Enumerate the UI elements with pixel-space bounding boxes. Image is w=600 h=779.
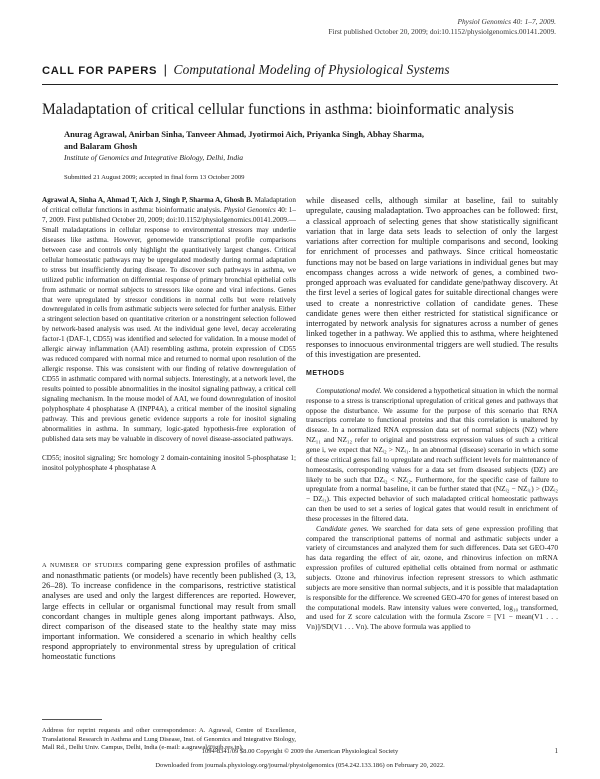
methods-computational-model [306, 386, 558, 524]
abstract-citation-title: Maladaptation of critical cellular functions in asthma: bioinformatic analysis. [42, 196, 296, 214]
correspondence-footnote: Address for reprint requests and other correspondence: A. Agrawal, Centre of Excellence, Translational Research in Asthma and Lung Disease, Inst. of Genomics and Integrative Biology, Mall Rd., Delhi Univ. Campus, Delhi, India (e-mail: a.agrawal@igib.res.in). [42, 727, 296, 752]
issn-copyright-line: 1094-8341/09 $8.00 Copyright © 2009 the American Physiological Society [201, 748, 399, 755]
section-divider [42, 84, 558, 85]
article-title: Maladaptation of critical cellular functions in asthma: bioinformatic analysis [42, 101, 514, 118]
left-column [42, 196, 296, 474]
authors-line-1: Anurag Agrawal, Anirban Sinha, Tanveer Ahmad, Jyotirmoi Aich, Priyanka Singh, Abhay Sharma, [64, 129, 424, 139]
abstract-citation-rest: 40: 1–7, 2009. First published October 20, 2009; doi:10.1152/physiolgenomics.00141.2009.— [42, 205, 296, 224]
call-for-papers-label: CALL FOR PAPERS [42, 65, 158, 77]
abstract-body: Small maladaptations in cellular response to environmental stressors may underlie diseases like asthma. However, genomewide transcriptional profile comparisons between case and controls only highlight the quantitatively largest changes. Critical cellular homeostatic pathways may be upregulated modestly during normal adaptation to stress but insufficiently during disease. To discover such pathways in asthma, we utilized public information on differential response of primary bronchial epithelial cells from asthmatic or normal subjects to stressors like ozone and viral infections. Genes that were upregulated by stressor conditions in normal cells but were relatively downregulated in cells from asthmatic subjects were selected for further analysis. Either a stringent selection based on quantitative criterion or a nonstringent selection followed by network-based analysis was used. At the individual gene level, decay accelerating factor-1 (DAF-1, CD55) was identified and selected for validation. In a mouse model of allergic airway inflammation (AAI) resembling asthma, protein expression of CD55 was reduced compared with normal mice and returned to normal upon resolution of the allergic response. This was consistent with our finding of relative downregulation of CD55 in asthmatic compared with normal subjects. Interestingly, at a network level, the results pointed to possible abnormalities in the inositol signaling pathway, a critical cell signaling mechanism. In the mouse model of AAI, we found downregulation of inositol polyphosphate 4 phosphatase A (INPP4A), a critical member of the inositol signaling pathway. This and previous genetic evidence supports a role for inositol signaling abnormalities in asthma. In summary, logic-gated hypothesis-free exploration of published data sets may be valuable in discovery of novel disease-associated pathways. [42, 225, 296, 443]
authors-line-2: and Balaram Ghosh [64, 140, 138, 151]
section-topic: Computational Modeling of Physiological Systems [173, 62, 450, 77]
candidate-genes-runin: Candidate genes. [316, 523, 369, 533]
publication-doi-line: First published October 20, 2009; doi:10.1152/physiolgenomics.00141.2009. [328, 26, 556, 36]
section-separator: | [163, 62, 168, 77]
abstract-citation-authors: Agrawal A, Sinha A, Ahmad T, Aich J, Singh P, Sharma A, Ghosh B. [42, 196, 253, 204]
footnote-divider [42, 719, 102, 720]
computational-model-runin: Computational model. [316, 385, 382, 395]
abstract [42, 196, 296, 445]
keywords: CD55; inositol signaling; Src homology 2 domain-containing inositol 5-phosphatase 1; inositol polyphosphate 4 phosphatase A [42, 453, 296, 472]
intro-lead-in: A NUMBER OF STUDIES [42, 562, 124, 569]
submission-dates: Submitted 21 August 2009; accepted in final form 13 October 2009 [64, 174, 245, 181]
candidate-genes-text: We searched for data sets of gene expression profiling that compared the transcriptional patterns of normal and asthmatic subjects under a variety of circumstances and analyzed them for such differences. Data set GEO-470 has data regarding the effect of air, ozone, and rhinovirus infection on mRNA expression profiles of cultured epithelial cells obtained from normal or asthmatic subjects. Ozone and rhinovirus infection represent stressors to which asthmatic subjects are more sensitive than normal subjects, and it is possible that maladaptation is responsible for the difference. We screened GEO-470 for genes of interest based on the computational models. Raw intensity values were converted, log₁₀ transformed, and used for Z score calculation with the formula Zscore = [V1 − mean(V1 . . . Vn)]/SD(V1 . . . Vn). The above formula was applied to [306, 523, 558, 632]
journal-header [328, 17, 556, 36]
introduction [42, 560, 296, 663]
computational-model-text: We considered a hypothetical situation in which the normal response to a stress is transcriptional upregulation of critical genes and pathways that oppose the disturbance. We assume for the purpose of this scenario that RNA transcripts correlate to functional proteins and that this correlation is unaltered by disease. In a normalized RNA expression data set of normal subjects (NZ) where NZ₁₁ and NZ₁₂ refer to original and poststress expression values of such a critical gene i, we expect that NZᵢ₂ > NZᵢ₁. In an abnormal (disease) scenario in which some of these critical genes fail to upregulate and reach sufficient levels for maintenance of homeostasis, corresponding values for a data set from diseased subjects (DZ) are likely to be such that DZᵢ₂ < NZᵢ₂. Furthermore, for the specific case of failure to upregulate from a normal baseline, it can be further stated that (NZᵢ₂ − NZᵢ₁) > (DZᵢ₂ − DZᵢ₁). This expected behavior of such maladapted critical homeostatic pathways can then be used to set a series of logical gates that would result in enrichment of these processes in the filtered data. [306, 385, 559, 523]
methods-candidate-genes [306, 524, 558, 632]
right-column [306, 196, 558, 632]
page-number: 1 [554, 748, 558, 755]
section-banner [42, 62, 562, 78]
author-list [64, 129, 534, 153]
journal-citation: Physiol Genomics 40: 1–7, 2009. [457, 17, 556, 26]
download-notice: Downloaded from journals.physiology.org/journal/physiolgenomics (054.242.133.186) on February 20, 2022. [155, 762, 445, 769]
abstract-citation-journal: Physiol Genomics [223, 205, 276, 214]
affiliation: Institute of Genomics and Integrative Biology, Delhi, India [64, 153, 244, 162]
methods-heading: METHODS [306, 370, 345, 377]
intro-continued: while diseased cells, although similar at baseline, fail to suitably upregulate, causing maladaptation. Two approaches can be followed: first, a classical approach of selecting genes that show statistically significant variation that in large data sets leads to selection of only the largest variations after correction for multiple comparisons and second, looking for enrichment of processes and pathways. Since critical homeostatic functions may not be based on large variations in individual genes but may encompass changes across a wide network of genes, a combined two-pronged approach was evaluated for candidate gene/pathway discovery. At the first level a series of logical gates for suitable directional changes were used to create a nonrestrictive collation of candidate genes. These candidate genes were then either restricted for statistical significance or interrogated by network analysis for signatures across a number of genes linked together in a pathway. We applied this to asthma, where heightened responses to innocuous environmental triggers are well studied. The results of this investigation are presented. [306, 196, 558, 359]
intro-text: comparing gene expression profiles of asthmatic and nonasthmatic patients (or models) have recently been published (3, 13, 26–28). To increase confidence in the comparisons, restrictive statistical analyses are used and only the largest differences are reported. However, large effects in cellular or organismal functional may result from small concordant changes in multiple genes along important pathways. Also, direct comparison of the diseased state to the healthy state may miss important information. We considered a scenario in which healthy cells respond appropriately to environmental stress by upregulation of critical homeostatic functions [42, 560, 296, 662]
